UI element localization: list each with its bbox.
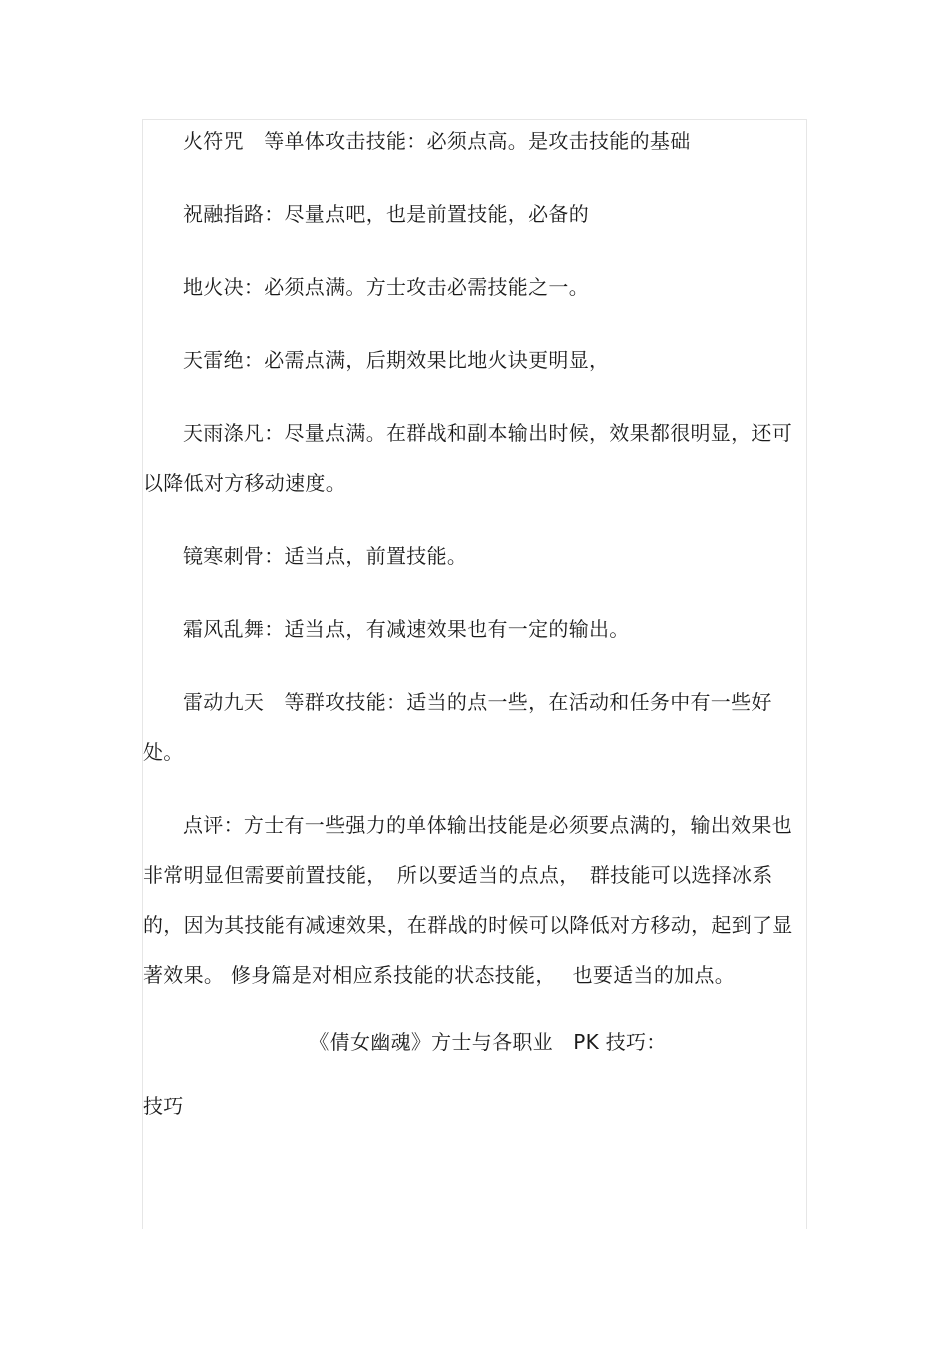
paragraph-shuangfengluanwu: 霜风乱舞：适当点，有减速效果也有一定的输出。 [183,617,630,641]
paragraph-tianyudifan: 天雨涤凡：尽量点满。在群战和副本输出时候，效果都很明显，还可以降低对方移动速度。 [143,421,792,495]
paragraph-dihuojue: 地火决：必须点满。方士攻击必需技能之一。 [183,275,589,299]
paragraph-tianleijue: 天雷绝：必需点满，后期效果比地火诀更明显， [183,348,610,372]
document-body [143,124,803,1123]
paragraph-dianping: 点评：方士有一些强力的单体输出技能是必须要点满的，输出效果也非常明显但需要前置技能， 所以要适当的点点， 群技能可以选择冰系的，因为其技能有减速效果，在群战的时候可以降低对方移动，起到了显著效果。 修身篇是对相应系技能的状态技能， 也要适当的加点。 [143,813,793,987]
section-heading: 《倩女幽魂》方士与各职业 PK 技巧： [309,1030,667,1054]
paragraph-jinghancigu: 镜寒刺骨：适当点，前置技能。 [183,544,468,568]
section-label: 技巧 [143,1094,184,1118]
paragraph-leidongjiutian: 雷动九天 等群攻技能：适当的点一些，在活动和任务中有一些好处。 [143,690,772,764]
paragraph-huofuzhou: 火符咒 等单体攻击技能：必须点高。是攻击技能的基础 [183,129,691,153]
paragraph-zhurongzhilu: 祝融指路：尽量点吧，也是前置技能，必备的 [183,202,589,226]
